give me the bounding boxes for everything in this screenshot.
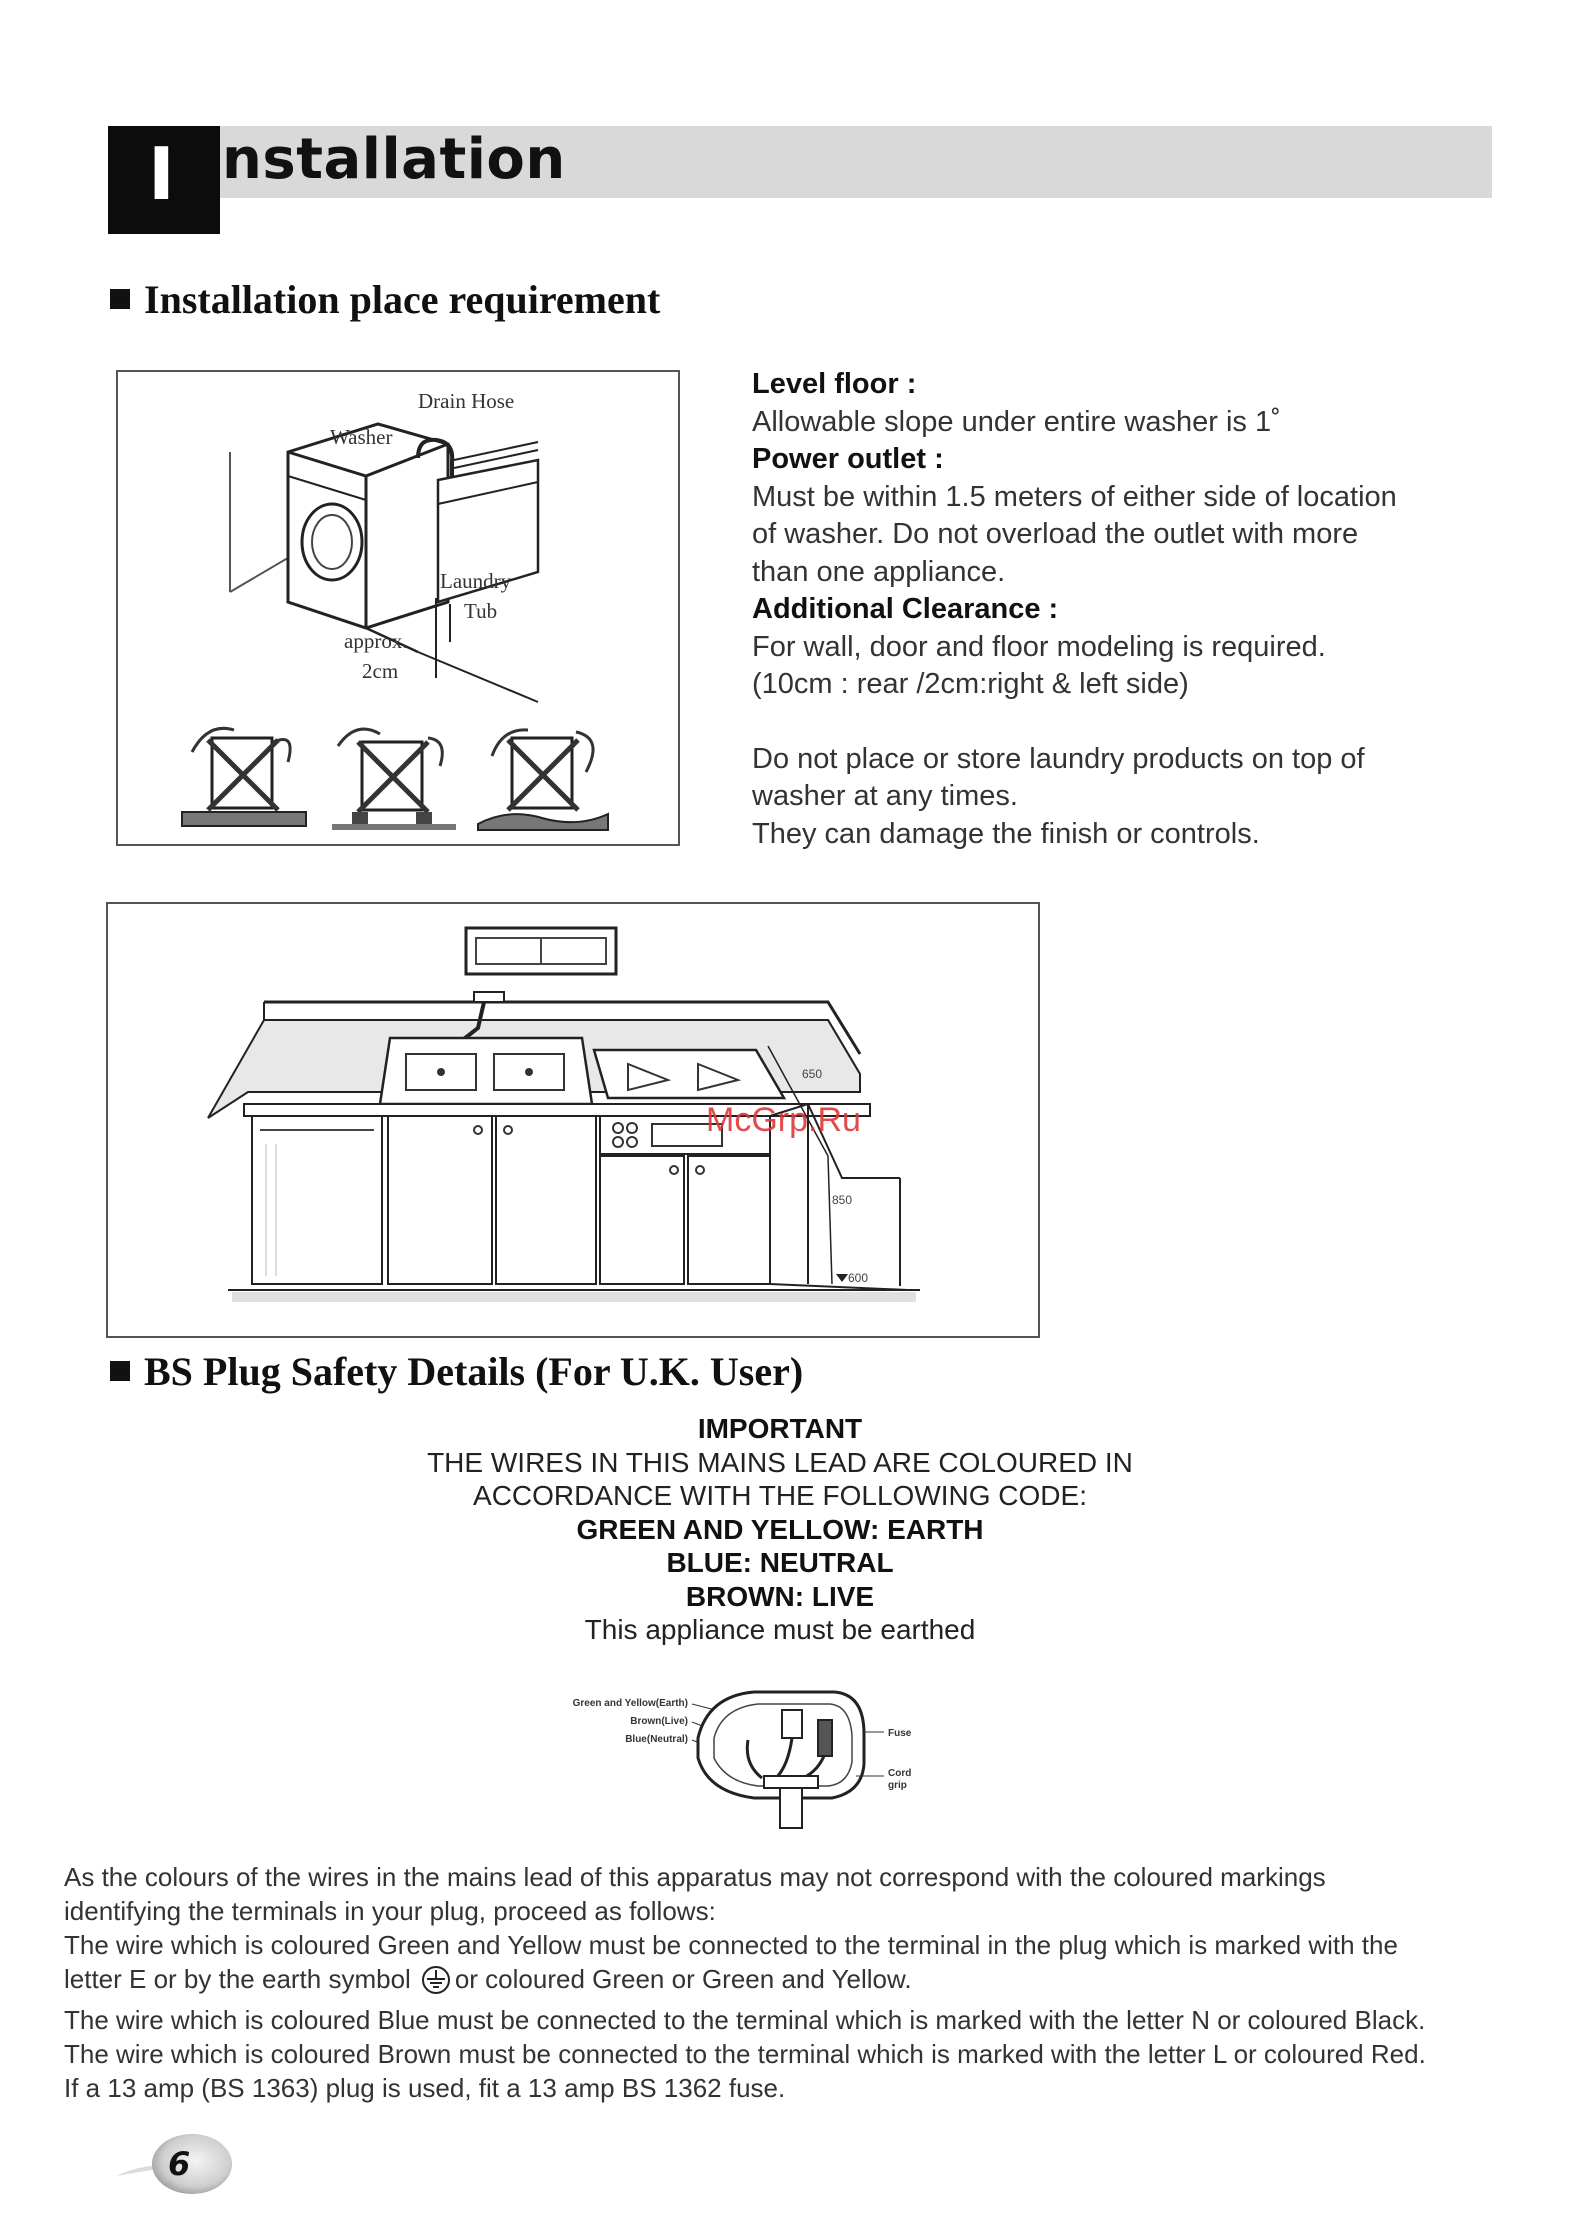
plug-label-cord: Cord xyxy=(888,1768,912,1779)
requirements-text xyxy=(752,366,1472,853)
dimension-height: 850 xyxy=(832,1193,853,1207)
plug-label-live: Brown(Live) xyxy=(630,1716,688,1727)
instruction-line: If a 13 amp (BS 1363) plug is used, fit a 13 amp BS 1362 fuse. xyxy=(64,2073,786,2103)
requirement-line: (10cm : rear /2cm:right & left side) xyxy=(752,668,1189,700)
section-heading-installation-place xyxy=(110,276,660,324)
washer-placement-figure xyxy=(116,370,680,846)
requirement-line: of washer. Do not overload the outlet with more xyxy=(752,518,1359,550)
instruction-line xyxy=(64,1962,1524,2003)
requirement-line: Must be within 1.5 meters of either side of location xyxy=(752,480,1397,513)
plug-drawing xyxy=(548,1680,968,1830)
prohibited-placement-icon xyxy=(332,729,456,830)
prohibited-placement-icon xyxy=(182,728,306,826)
instruction-line-part: or coloured Green or Green and Yellow. xyxy=(454,1964,912,1994)
square-bullet-icon xyxy=(110,289,130,309)
plug-wiring-diagram xyxy=(548,1680,968,1835)
instruction-line: identifying the terminals in your plug, proceed as follows: xyxy=(64,1896,716,1926)
note-line: Do not place or store laundry products on top of xyxy=(752,742,1365,775)
kitchen-drawing xyxy=(108,904,1038,1336)
plug-label-grip: grip xyxy=(888,1780,907,1791)
page-title: nstallation xyxy=(222,127,566,192)
label-tub: Tub xyxy=(464,599,498,623)
plug-label-fuse: Fuse xyxy=(888,1728,912,1739)
title-initial: I xyxy=(148,132,175,216)
prohibited-placement-icon xyxy=(478,730,608,830)
note-line: washer at any times. xyxy=(752,780,1018,812)
section-heading-text: BS Plug Safety Details (For U.K. User) xyxy=(144,1349,804,1394)
intro-line: ACCORDANCE WITH THE FOLLOWING CODE: xyxy=(473,1480,1087,1511)
wiring-instructions xyxy=(64,1860,1524,2105)
instruction-line-part: letter E or by the earth symbol xyxy=(64,1964,411,1994)
requirement-line: For wall, door and floor modeling is required. xyxy=(752,630,1326,663)
watermark-text: McGrp.Ru xyxy=(706,1101,861,1139)
instruction-line: The wire which is coloured Blue must be connected to the terminal which is marked with the letter N or coloured Black. xyxy=(64,2005,1426,2035)
code-neutral: BLUE: NEUTRAL xyxy=(666,1547,894,1578)
code-earth: GREEN AND YELLOW: EARTH xyxy=(576,1513,984,1545)
requirement-heading-additional-clearance: Additional Clearance : xyxy=(752,593,1059,625)
requirement-heading-level-floor: Level floor : xyxy=(752,368,917,400)
label-washer: Washer xyxy=(330,425,393,449)
label-approx: approx. xyxy=(344,629,408,653)
plug-label-neutral: Blue(Neutral) xyxy=(625,1734,688,1745)
kitchen-installation-figure xyxy=(106,902,1040,1338)
earthed-note: This appliance must be earthed xyxy=(584,1614,976,1645)
section-heading-bs-plug xyxy=(110,1348,803,1396)
instruction-line: The wire which is coloured Green and Yellow must be connected to the terminal in the plug which is marked with the xyxy=(64,1930,1398,1960)
square-bullet-icon xyxy=(110,1361,130,1381)
important-label: IMPORTANT xyxy=(697,1413,863,1444)
requirement-line: than one appliance. xyxy=(752,555,1006,588)
code-live: BROWN: LIVE xyxy=(685,1580,875,1612)
plug-label-earth: Green and Yellow(Earth) xyxy=(572,1698,688,1709)
label-laundry: Laundry xyxy=(440,569,512,593)
requirement-line: Allowable slope under entire washer is 1˚ xyxy=(752,405,1281,438)
dimension-depth: 650 xyxy=(802,1067,823,1081)
section-heading-text: Installation place requirement xyxy=(144,277,661,322)
intro-line: THE WIRES IN THIS MAINS LEAD ARE COLOURED IN xyxy=(427,1446,1133,1478)
page-number: 6 xyxy=(168,2145,191,2183)
wire-colour-code xyxy=(300,1412,1260,1647)
earth-symbol-icon xyxy=(421,1965,451,2003)
label-distance: 2cm xyxy=(362,659,399,683)
dimension-width: 600 xyxy=(848,1271,869,1285)
note-line: They can damage the finish or controls. xyxy=(752,817,1260,850)
washer-placement-drawing xyxy=(118,372,678,844)
label-drain-hose: Drain Hose xyxy=(418,389,515,413)
requirement-heading-power-outlet: Power outlet : xyxy=(752,443,944,475)
instruction-line: As the colours of the wires in the mains lead of this apparatus may not correspond with the coloured markings xyxy=(64,1862,1326,1892)
instruction-line: The wire which is coloured Brown must be connected to the terminal which is marked with the letter L or coloured Red. xyxy=(64,2039,1426,2069)
